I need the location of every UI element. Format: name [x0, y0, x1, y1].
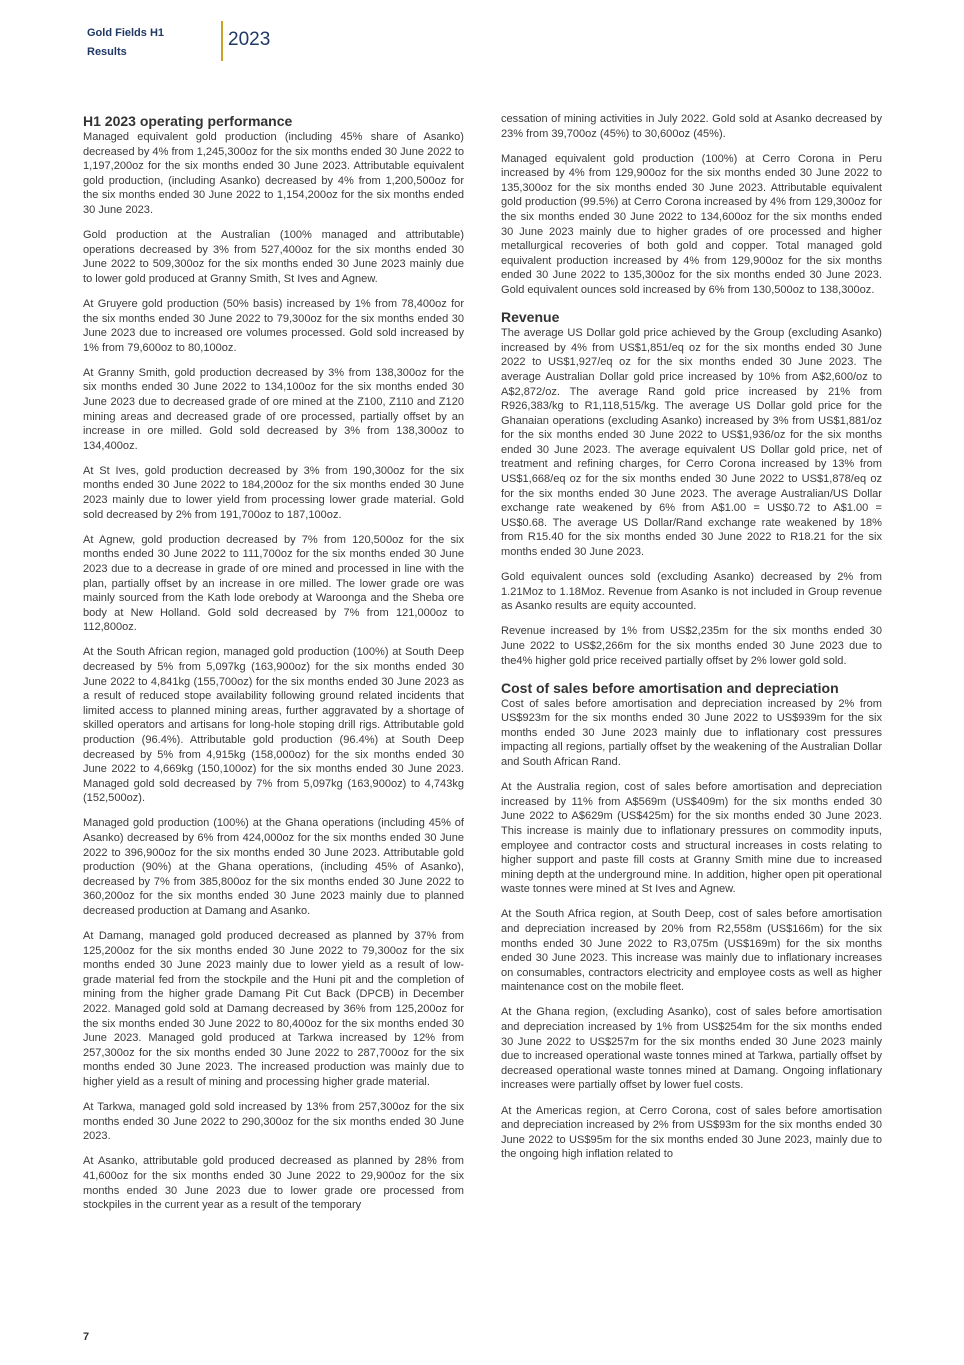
paragraph: At Tarkwa, managed gold sold increased by 13% from 257,300oz for the six months ended 30 June 2022 to 290,300oz for the six months ended 30 June 2023.: [83, 1101, 464, 1143]
paragraph: Gold production at the Australian (100% managed and attributable) operations decreased by 3% from 527,400oz for the six months ended 30 June 2022 to 509,300oz for the six months ended 30 June 2023 mainly due to lower gold produced at Granny Smith, St Ives and Agnew.: [83, 229, 464, 285]
header-divider: [221, 21, 223, 61]
section-heading-operating-performance: H1 2023 operating performance: [83, 113, 293, 129]
paragraph: Gold equivalent ounces sold (excluding Asanko) decreased by 2% from 1.21Moz to 1.18Moz. Revenue from Asanko is not included in Group revenue as Asanko results are equity accounted.: [501, 571, 882, 613]
paragraph: At the Ghana region, (excluding Asanko), cost of sales before amortisation and depreciation increased by 1% from US$254m for the six months ended 30 June 2022 to US$257m for the six months ended 30 June 2023 mainly due to increased operational waste tonnes mined at Tarkwa, partially offset by decreased operational waste tonnes mined at Damang. Ongoing inflationary increases were partially offset by lower fuel costs.: [501, 1006, 882, 1092]
paragraph: At St Ives, gold production decreased by 3% from 190,300oz for the six months ended 30 June 2022 to 184,200oz for the six months ended 30 June 2023 mainly due to lower yield from processing lower grade material. Gold sold decreased by 2% from 191,700oz to 187,100oz.: [83, 464, 464, 521]
paragraph: cessation of mining activities in July 2022. Gold sold at Asanko decreased by 23% from 39,700oz (45%) to 30,600oz (45%).: [501, 113, 882, 140]
paragraph: Managed equivalent gold production (100%) at Cerro Corona in Peru increased by 4% from 129,900oz for the six months ended 30 June 2022 to 135,300oz for the six months ended 30 June 2023. Attributable equivalent gold production (99.5%) at Cerro Corona increased by 4% from 129,300oz for the six months ended 30 June 2022 to 134,600oz for the six months ended 30 June 2023 mainly due to higher grades of ore processed and higher metallurgical recoveries of both gold and copper. Total managed gold equivalent production increased by 4% from 129,900oz for the six months ended 30 June 2022 to 135,300oz for the six months ended 30 June 2023. Gold equivalent ounces sold increased by 6% from 130,500oz to 138,300oz.: [501, 152, 882, 297]
paragraph: At the Australia region, cost of sales before amortisation and depreciation increased by 11% from A$569m (US$409m) for the six months ended 30 June 2022 to A$629m (US$425m) for the six months ended 30 June 2023. This increase is mainly due to inflationary pressures on commodity inputs, employee and contractor costs and structural increases in costs relating to higher support and paste fill costs at Granny Smith mine due to increased mining depth at the underground mine. In addition, higher open pit operational waste tonnes were mined at St Ives and Agnew.: [501, 781, 882, 896]
paragraph: The average US Dollar gold price achieved by the Group (excluding Asanko) increased by 4% from US$1,851/eq oz for the six months ended 30 June 2022 to US$1,927/eq oz for the six months ended 30 June 2023. The average Australian Dollar gold price increased by 10% from A$2,600/oz to A$2,872/oz. The average Rand gold price increased by 21% from R926,383/kg to R1,118,515/kg. The average US Dollar gold price for the Ghanaian operations (excluding Asanko) increased by 3% from US$1,881/oz for the six months ended 30 June 2022 to US$1,936/oz for the six months ended 30 June 2023. The average equivalent US Dollar gold price, net of treatment and refining charges, for Cerro Corona increased by 13% from US$1,668/eq oz for the six months ended 30 June 2022 to US$1,878/eq oz for the six months ended 30 June 2023. The average Australian/US Dollar exchange rate weakened by 6% from A$1.00 = US$0.72 to A$1.00 = US$0.68. The average US Dollar/Rand exchange rate weakened by 18% from R15.40 for the six months ended 30 June 2022 to R18.21 for the six months ended 30 June 2023.: [501, 327, 882, 559]
section-heading-revenue: Revenue: [501, 309, 560, 326]
right-column: [501, 112, 882, 1172]
report-title-line2: Results: [87, 46, 127, 58]
paragraph: At the Americas region, at Cerro Corona, cost of sales before amortisation and depreciation increased by 2% from US$93m for the six months ended 30 June 2022 to US$95m for the six months ended 30 June 2023, mainly due to the ongoing high inflation related to: [501, 1104, 882, 1161]
paragraph: Cost of sales before amortisation and depreciation increased by 2% from US$923m for the six months ended 30 June 2022 to US$939m for the six months ended 30 June 2023 mainly due to inflationary cost pressures impacting all regions, partially offset by the weakening of the Australian Dollar and South African Rand.: [501, 697, 882, 769]
paragraph: At Agnew, gold production decreased by 7% from 120,500oz for the six months ended 30 June 2022 to 111,700oz for the six months ended 30 June 2023 due to a decrease in grade of ore mined and processed in line with the plan, partially offset by an increase in ore milled. The lower grade ore was mainly sourced from the Kath lode orebody at Waroonga and the Sheba ore body at New Holland. Gold sold decreased by 7% from 121,000oz to 112,800oz.: [83, 533, 464, 634]
left-column: [83, 112, 464, 1223]
report-title-line1: Gold Fields H1: [87, 27, 165, 39]
paragraph: Managed gold production (100%) at the Ghana operations (including 45% of Asanko) decreased by 6% from 424,000oz for the six months ended 30 June 2022 to 396,900oz for the six months ended 30 June 2023. Attributable gold production (90%) at the Ghana operations, (including 45% of Asanko), decreased by 7% from 385,800oz for the six months ended 30 June 2022 to 360,200oz for the six months ended 30 June 2023 mainly due to planned decreased production at Damang and Asanko.: [83, 817, 464, 917]
paragraph: At Asanko, attributable gold produced decreased as planned by 28% from 41,600oz for the six months ended 30 June 2022 to 29,900oz for the six months ended 30 June 2023 due to lower grade ore processed from stockpiles in the current year as a result of the temporary: [83, 1155, 464, 1212]
page-number: 7: [83, 1331, 90, 1343]
report-title: [87, 24, 164, 62]
paragraph: Managed equivalent gold production (including 45% share of Asanko) decreased by 4% from 1,245,300oz for the six months ended 30 June 2022 to 1,197,200oz for the six months ended 30 June 2023. Attributable equivalent gold production, (including Asanko) decreased by 4% from 1,200,500oz for the six months ended 30 June 2022 to 1,154,200oz for the six months ended 30 June 2023.: [83, 131, 464, 216]
paragraph: At Damang, managed gold produced decreased as planned by 37% from 125,200oz for the six months ended 30 June 2022 to 79,300oz for the six months ended 30 June 2023 mainly due to lower yield as a result of low-grade material fed from the stockpile and the Huni pit and the completion of mining from the higher grade Damang Pit Cut Back (DPCB) in December 2022. Managed gold sold at Damang decreased by 36% from 125,200oz for the six months ended 30 June 2022 to 80,400oz for the six months ended 30 June 2023. Managed gold produced at Tarkwa increased by 12% from 257,300oz for the six months ended 30 June 2022 to 287,700oz for the six months ended 30 June 2023. The increased production was mainly due to higher yield as a result of mining and processing higher grade material.: [83, 930, 464, 1089]
section-heading-cost-of-sales: Cost of sales before amortisation and depreciation: [501, 679, 839, 696]
paragraph: At Granny Smith, gold production decreased by 3% from 138,300oz for the six months ended 30 June 2022 to 134,100oz for the six months ended 30 June 2023 due to decreased grade of ore mined at the Z100, Z110 and Z120 mining areas and decreased grade of ore processed, partially offset by an increase in ore milled. Gold sold decreased by 3% from 138,300oz to 134,400oz.: [83, 366, 464, 452]
paragraph: Revenue increased by 1% from US$2,235m for the six months ended 30 June 2022 to US$2,266m for the six months ended 30 June 2023 due to the4% higher gold price received partially offset by 2% lower gold sold.: [501, 625, 882, 667]
paragraph: At the South Africa region, at South Deep, cost of sales before amortisation and depreciation increased by 20% from R2,558m (US$166m) for the six months ended 30 June 2022 to R3,075m (US$169m) for the six months ended 30 June 2023. This increase was mainly due to inflationary increases on consumables, contractors electricity and employee costs as well as higher maintenance cost on the mobile fleet.: [501, 908, 882, 994]
paragraph: At the South African region, managed gold production (100%) at South Deep decreased by 5% from 5,097kg (163,900oz) for the six months ended 30 June 2022 to 4,841kg (155,700oz) for the six months ended 30 June 2023 as a result of reduced stope availability following ground related incidents that limited access to planned mining areas, further aggravated by a shortage of skilled operators and artisans for long-hole stoping drill rigs. Attributable gold production (96.4%). Attributable gold production (96.4%) at South Deep decreased by 5% from 4,915kg (158,000oz) for the six months ended 30 June 2022 to 4,669kg (150,100oz) for the six months ended 30 June 2023. Managed gold sold decreased by 7% from 5,097kg (163,900oz) to 4,743kg (152,500oz).: [83, 646, 464, 805]
paragraph: At Gruyere gold production (50% basis) increased by 1% from 78,400oz for the six months ended 30 June 2022 to 79,300oz for the six months ended 30 June 2023 due to increased ore volumes processed. Gold sold increased by 1% from 79,600oz to 80,100oz.: [83, 297, 464, 354]
report-year: 2023: [228, 29, 271, 50]
